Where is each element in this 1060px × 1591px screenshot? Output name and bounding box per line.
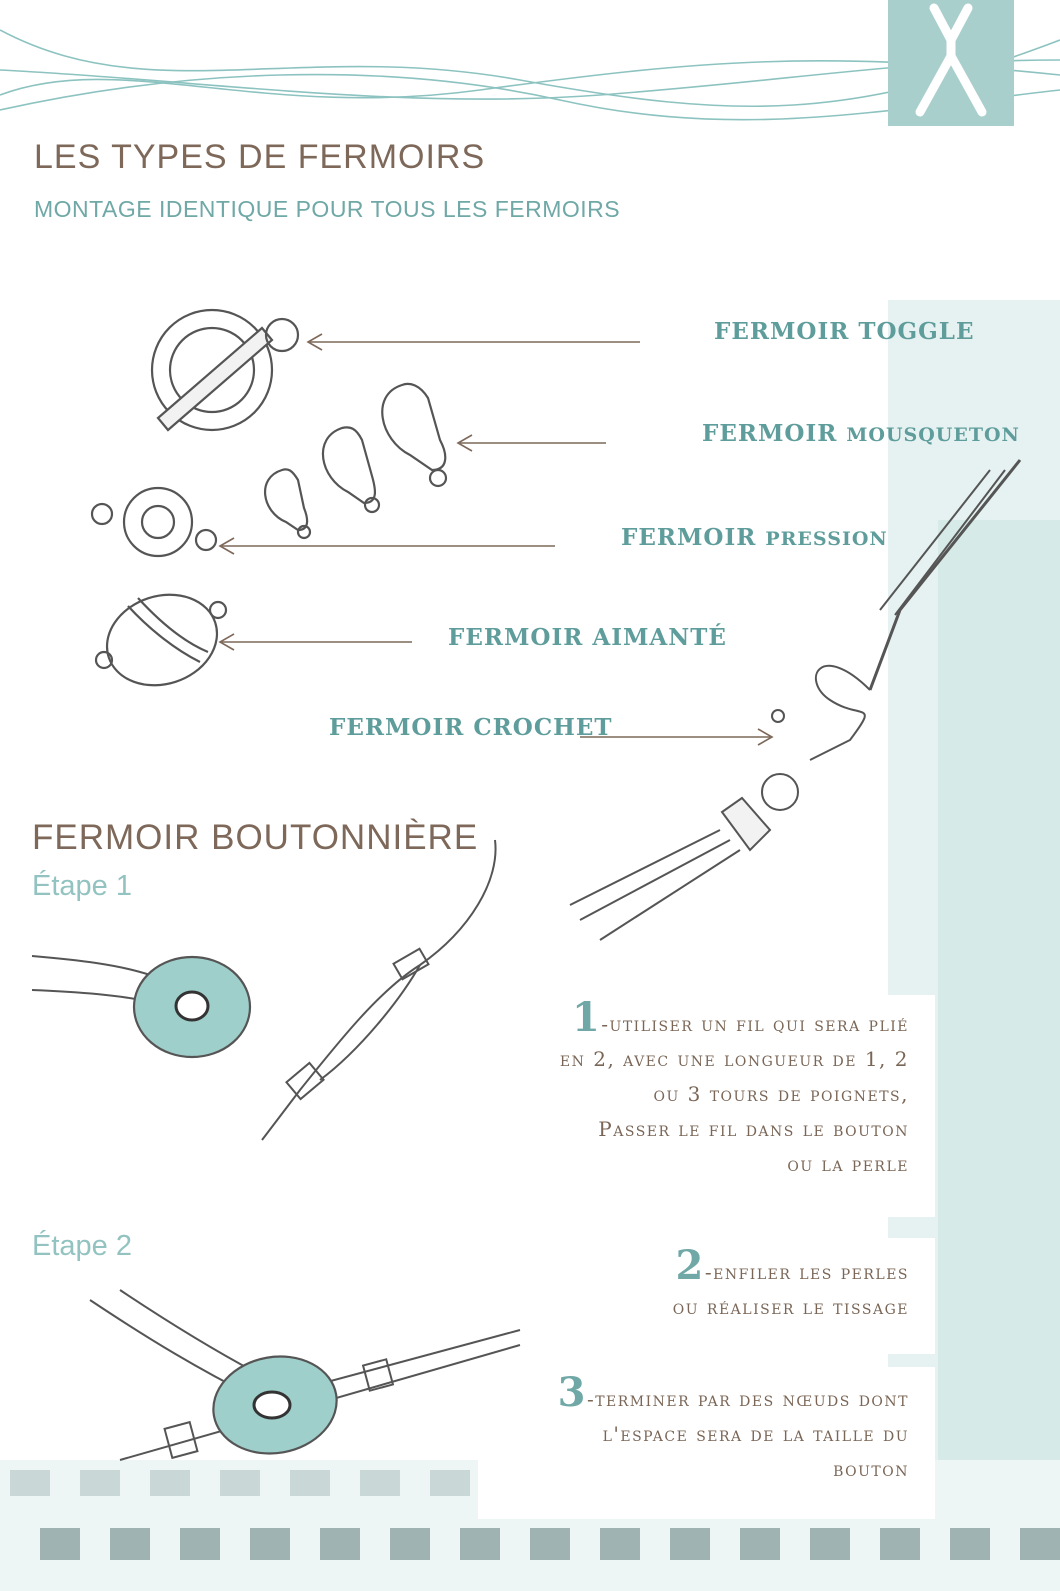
step-number: 2 [675, 1242, 705, 1289]
label-aimante [448, 624, 727, 651]
label-main: FERMOIR [621, 524, 757, 551]
label-type: CROCHET [473, 714, 613, 741]
lobster-clasp-drawings [265, 384, 446, 538]
step2-button-drawing [90, 1290, 520, 1463]
step1-cord-drawing [262, 840, 496, 1140]
toggle-clasp-drawing [152, 310, 298, 430]
label-main: FERMOIR [714, 318, 850, 345]
instruction-line: en 2, avec une longueur de 1, 2 [559, 1047, 909, 1071]
instruction-line: -utiliser un fil qui sera plié [601, 1012, 909, 1036]
instruction-panel-1 [520, 995, 935, 1217]
instruction-panel-3 [478, 1367, 935, 1519]
label-type: TOGGLE [858, 318, 975, 345]
instruction-line: ou 3 tours de poignets, [653, 1082, 909, 1106]
step1-button-drawing [32, 956, 250, 1057]
label-type: AIMANTÉ [592, 624, 727, 651]
step-number: 1 [571, 994, 602, 1041]
label-mousqueton [702, 420, 1020, 447]
snap-clasp-drawing [92, 488, 216, 556]
instruction-line: bouton [833, 1457, 909, 1481]
page-subtitle: MONTAGE IDENTIQUE POUR TOUS LES FERMOIRS [34, 196, 621, 222]
instruction-panel-2 [600, 1238, 935, 1354]
magnetic-clasp-drawing [95, 581, 229, 699]
instruction-line: -terminer par des nœuds dont [586, 1387, 909, 1411]
instruction-line: Passer le fil dans le bouton [598, 1117, 909, 1141]
step1-label: Étape 1 [32, 870, 132, 902]
label-pression [621, 524, 888, 551]
step-number: 3 [557, 1369, 587, 1416]
instruction-line: -enfiler les perles [704, 1260, 909, 1284]
label-crochet [329, 714, 613, 741]
label-main: FERMOIR [702, 420, 838, 447]
label-type: PRESSION [765, 528, 888, 550]
label-main: FERMOIR [329, 714, 465, 741]
page-title: LES TYPES DE FERMOIRS [34, 138, 486, 176]
step2-label: Étape 2 [32, 1230, 132, 1262]
instruction-line: ou réaliser le tissage [672, 1295, 909, 1319]
label-type: MOUSQUETON [846, 424, 1020, 446]
instruction-3 [478, 1367, 935, 1487]
instruction-line: ou la perle [787, 1152, 909, 1176]
instruction-2 [600, 1238, 935, 1325]
instruction-1 [520, 995, 935, 1182]
instruction-line: l'espace sera de la taille du [602, 1422, 909, 1446]
label-main: FERMOIR [448, 624, 584, 651]
section-title-boutonniere: FERMOIR BOUTONNIÈRE [32, 818, 479, 857]
label-toggle [714, 318, 975, 345]
